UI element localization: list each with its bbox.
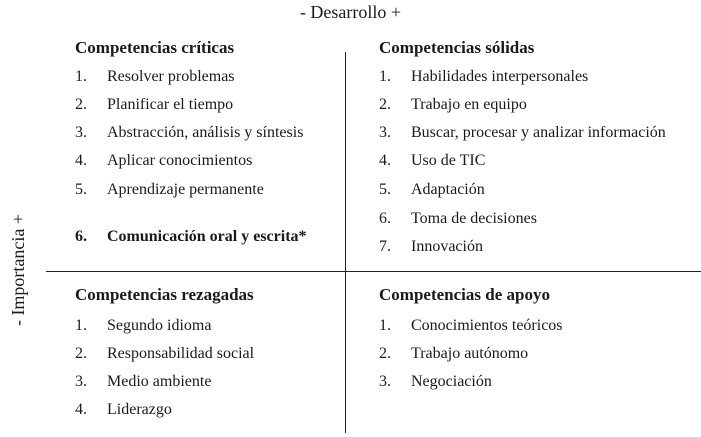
list-item-number: 3.	[75, 124, 87, 141]
list-item-text: Planificar el tiempo	[107, 96, 234, 113]
list-item-text: Liderazgo	[107, 401, 172, 418]
list-item-number: 6.	[379, 210, 391, 227]
list-item-number: 1.	[75, 68, 87, 85]
list-item-number: 1.	[379, 317, 391, 334]
list-item-text: Trabajo autónomo	[411, 345, 529, 362]
list-item-number: 3.	[75, 373, 87, 390]
x-axis-label: - Desarrollo +	[299, 2, 402, 22]
list-item-text: Aprendizaje permanente	[107, 181, 264, 198]
list-item-number: 3.	[379, 373, 391, 390]
list-item-number: 2.	[75, 345, 87, 362]
quadrant-title: Competencias rezagadas	[75, 285, 254, 304]
list-item-text: Aplicar conocimientos	[107, 152, 253, 169]
list-item-text: Comunicación oral y escrita*	[107, 228, 307, 245]
vertical-divider	[345, 52, 346, 433]
list-item-text: Abstracción, análisis y síntesis	[107, 124, 304, 141]
list-item-text: Resolver problemas	[107, 68, 235, 85]
list-item-number: 2.	[379, 345, 391, 362]
list-item-number: 2.	[379, 96, 391, 113]
list-item-text: Medio ambiente	[107, 373, 212, 390]
list-item-text: Innovación	[411, 238, 483, 255]
quadrant-title: Competencias críticas	[75, 38, 235, 57]
list-item-text: Buscar, procesar y analizar información	[411, 124, 666, 141]
list-item-text: Segundo idioma	[107, 317, 212, 334]
y-axis-label: - Importancia +	[8, 213, 28, 327]
list-item-number: 7.	[379, 238, 391, 255]
list-item-number: 5.	[75, 181, 87, 198]
list-item-text: Negociación	[411, 373, 492, 390]
list-item-number: 4.	[75, 401, 87, 418]
list-item-text: Toma de decisiones	[411, 210, 537, 227]
list-item-text: Habilidades interpersonales	[411, 68, 589, 85]
list-item-number: 3.	[379, 124, 391, 141]
list-item-text: Uso de TIC	[411, 152, 486, 169]
list-item-text: Conocimientos teóricos	[411, 317, 563, 334]
horizontal-divider	[46, 271, 701, 272]
list-item-number: 4.	[75, 152, 87, 169]
list-item-number: 1.	[75, 317, 87, 334]
list-item-text: Responsabilidad social	[107, 345, 255, 362]
list-item-number: 6.	[75, 228, 87, 245]
list-item-number: 2.	[75, 96, 87, 113]
quadrant-title: Competencias de apoyo	[379, 285, 550, 304]
quadrant-title: Competencias sólidas	[379, 38, 535, 57]
list-item-text: Trabajo en equipo	[411, 96, 527, 113]
list-item-number: 1.	[379, 68, 391, 85]
list-item-number: 5.	[379, 181, 391, 198]
list-item-text: Adaptación	[411, 181, 485, 198]
list-item-number: 4.	[379, 152, 391, 169]
